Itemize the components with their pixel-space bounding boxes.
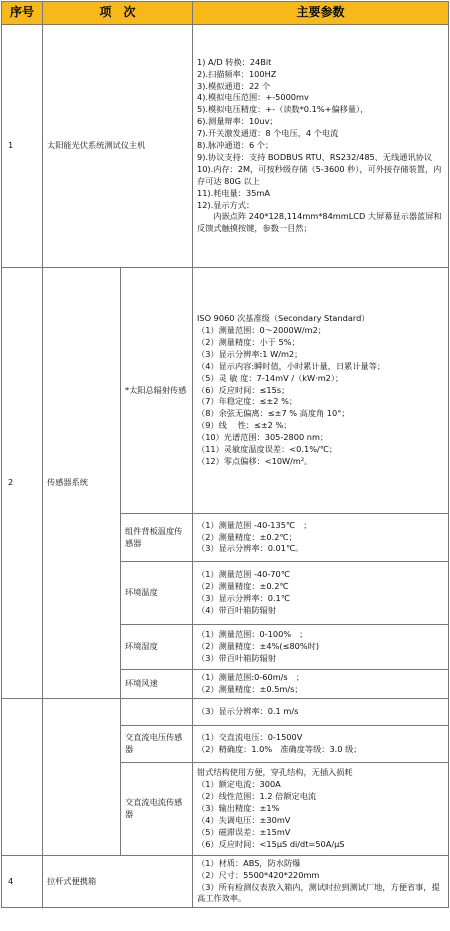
param-line: （6）反应时间：≤15s；: [197, 384, 290, 395]
row-number: 1: [2, 25, 43, 268]
param-line: （2）测量精度：±0.2℃: [197, 581, 289, 592]
header-no: 序号: [2, 2, 43, 25]
param-line: （3）显示分辨率：0.1℃: [197, 593, 290, 603]
table-body: [2, 25, 449, 908]
param-line: 8).脉冲通道：6 个；: [197, 140, 274, 151]
param-line: （10）光谱范围：305-2800 nm；: [197, 432, 329, 443]
sub-item: 环境湿度: [121, 625, 193, 670]
param-line: （5）灵 敏 度：7-14mV /（kW·m2）；: [197, 372, 344, 383]
param-line: 内嵌点阵 240*128,114mm*84mmLCD 大屏幕显示器蓝屏和反馈式触摸按键，参数一目然；: [197, 211, 442, 234]
param-line: （2）测量精度：小于 5%；: [197, 336, 300, 347]
param-line: （1）材质：ABS，防水防爆: [197, 857, 301, 868]
param-line: （1）测量范围：0～2000W/m2；: [197, 325, 326, 336]
param-line: （3）输出精度：±1%: [197, 802, 280, 813]
param-line: 9).协议支持：支持 BODBUS RTU、RS232/485、无线通讯协议: [197, 151, 433, 162]
param-line: 5).模拟电压精度：+-（读数*0.1%+偏移量），: [197, 104, 369, 115]
row-item: 太阳能光伏系统测试仪主机: [43, 25, 193, 268]
param-line: 12).显示方式：: [197, 199, 255, 210]
param-line: （2）测量精度：±4%(≤80%时): [197, 641, 320, 652]
table-row: [2, 25, 449, 268]
param-line: 7).开关激发通道：8 个电压，4 个电流: [197, 128, 339, 139]
row-item: 拉杆式便携箱: [43, 855, 193, 908]
param-line: （5）磁滞误差：±15mV: [197, 826, 291, 837]
sub-item: *太阳总辐射传感: [121, 268, 193, 514]
param-line: 6).测量辩率：10uv；: [197, 116, 278, 127]
param-line: （11）灵敏度温度误差：<0.1%/℃；: [197, 444, 338, 454]
param-line: （4）失调电压：±30mV: [197, 814, 291, 825]
param-line: 11).耗电量：35mA: [197, 187, 270, 198]
param-line: （1）测量范围 -40-135℃ ；: [197, 519, 312, 530]
param-line: （4）带百叶箱防辐射: [197, 604, 276, 615]
row-number: 4: [2, 855, 43, 908]
param-line: （7）年稳定度：≤±2 %；: [197, 396, 298, 407]
param-line: （2）精确度：1.0% 准确度等级：3.0 级；: [197, 743, 362, 754]
row-number: 2: [2, 268, 43, 699]
param-line: 10).内存：2M，可按秒级存储（5-3600 秒），可外接存储装置，内存可达 80G 以上: [197, 163, 442, 186]
params-cell: [193, 725, 449, 762]
sub-item: 交直流电流传感器: [121, 762, 193, 855]
params-cell: [193, 562, 449, 625]
params-cell: [193, 855, 449, 908]
param-line: （9）线 性：≤±2 %；: [197, 420, 292, 431]
param-line: （3）显示分辨率：0.1 m/s: [197, 705, 299, 716]
sub-item: 交直流电压传感器: [121, 725, 193, 762]
param-line: 3).模拟通道：22 个: [197, 80, 271, 91]
param-line: （2）线性范围：1.2 倍额定电流: [197, 790, 317, 801]
params-cell: [193, 698, 449, 725]
param-line: ISO 9060 次基准级（Secondary Standard）: [197, 313, 370, 324]
table-row: [2, 698, 449, 725]
header-item: 项 次: [43, 2, 193, 25]
param-line: （6）反应时间：<15μS di/dt=50A/μS: [197, 838, 345, 849]
sub-item: [121, 698, 193, 725]
row-item: [43, 698, 121, 855]
table-row: [2, 855, 449, 908]
param-line: （2）测量精度：±0.2℃；: [197, 531, 297, 542]
param-line: （4）显示内容:瞬时值，小时累计量，日累计量等；: [197, 360, 386, 371]
param-line: （12）零点偏移：<10W/m²。: [197, 455, 313, 466]
param-line: （1）交直流电压：0-1500V: [197, 731, 303, 742]
param-line: （3）带百叶箱防辐射: [197, 652, 276, 663]
param-line: （8）余弦无偏离：≤±7 % 高度角 10°；: [197, 408, 350, 419]
row-item: 传感器系统: [43, 268, 121, 699]
params-cell: [193, 625, 449, 670]
param-line: 钳式结构使用方便，穿孔结构，无插入损耗: [197, 767, 353, 778]
spec-table: [1, 1, 449, 908]
param-line: 1) A/D 转换：24Bit: [197, 56, 272, 67]
param-line: （1）额定电流：300A: [197, 779, 281, 790]
header-params: 主要参数: [193, 2, 449, 25]
table-header-row: [2, 2, 449, 25]
params-cell: [193, 268, 449, 514]
sub-item: 环境风速: [121, 670, 193, 699]
param-line: （1）测量范围：0-100% ；: [197, 629, 308, 640]
table-row: [2, 268, 449, 514]
param-line: （3）显示分辨率:1 W/m2；: [197, 348, 303, 359]
param-line: （1）测量范围:0-60m/s ；: [197, 672, 305, 682]
param-line: 2).扫描频率：100HZ: [197, 68, 277, 79]
sub-item: 环境温度: [121, 562, 193, 625]
param-line: （1）测量范围 -40-70℃: [197, 569, 290, 580]
row-number: [2, 698, 43, 855]
param-line: （2）测量精度：±0.5m/s；: [197, 683, 303, 694]
params-cell: [193, 762, 449, 855]
params-cell: [193, 25, 449, 268]
param-line: （3）所有检测仪表放入箱内，测试时拉到测试厂地，方便省事，提高工作效率。: [197, 881, 440, 904]
param-line: 4).模拟电压范围：+-5000mv: [197, 92, 309, 103]
sub-item: 组件背板温度传感器: [121, 514, 193, 562]
param-line: （2）尺寸：5500*420*220mm: [197, 869, 320, 880]
params-cell: [193, 670, 449, 699]
param-line: （3）显示分辨率：0.01℃。: [197, 543, 304, 554]
params-cell: [193, 514, 449, 562]
